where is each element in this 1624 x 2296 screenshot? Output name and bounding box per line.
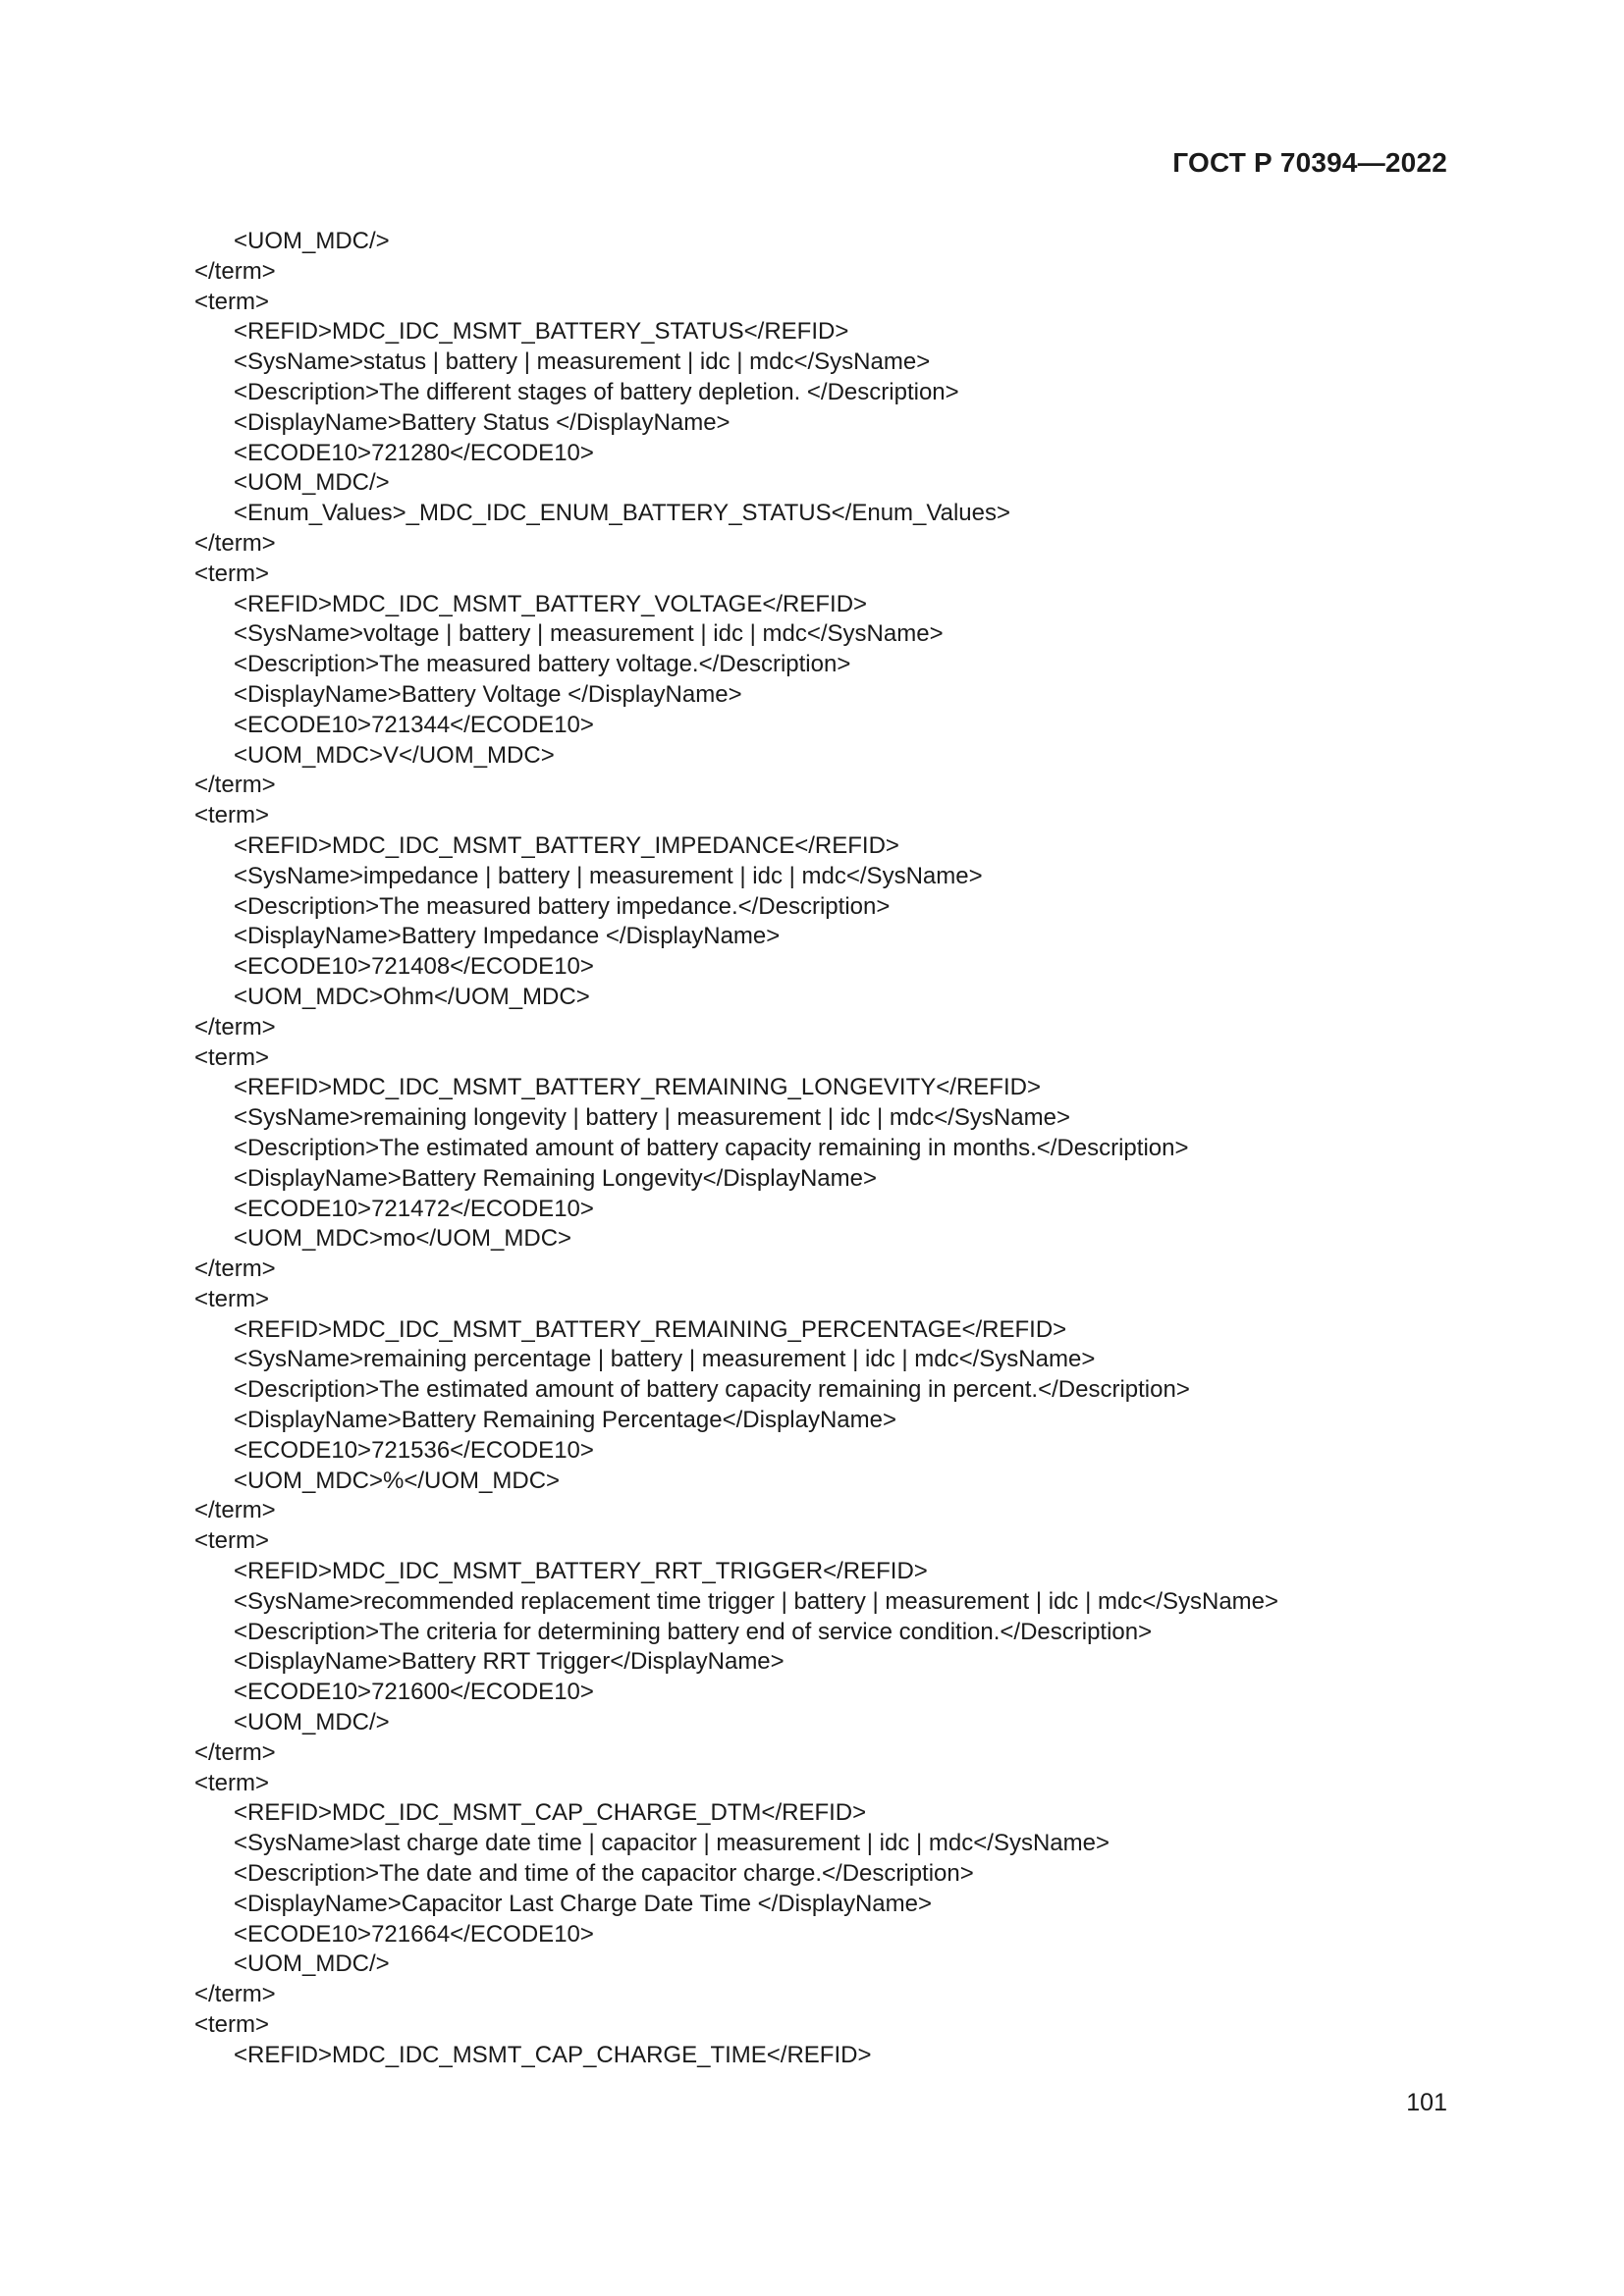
code-line: </term> bbox=[194, 257, 276, 285]
code-line: <DisplayName>Battery Remaining Percentage</DisplayName> bbox=[234, 1407, 896, 1434]
code-line: <UOM_MDC>V</UOM_MDC> bbox=[234, 741, 555, 769]
code-line: <ECODE10>721344</ECODE10> bbox=[234, 711, 594, 738]
code-line: <term> bbox=[194, 2011, 270, 2039]
code-line: <REFID>MDC_IDC_MSMT_BATTERY_REMAINING_PERCENTAGE</REFID> bbox=[234, 1315, 1067, 1343]
code-line: </term> bbox=[194, 529, 276, 557]
code-line: <ECODE10>721472</ECODE10> bbox=[234, 1195, 594, 1222]
code-line: </term> bbox=[194, 1013, 276, 1041]
code-line: <REFID>MDC_IDC_MSMT_CAP_CHARGE_DTM</REFID> bbox=[234, 1799, 867, 1827]
code-line: <ECODE10>721280</ECODE10> bbox=[234, 439, 594, 466]
code-line: <Description>The measured battery voltage.</Description> bbox=[234, 651, 851, 678]
code-line: <REFID>MDC_IDC_MSMT_CAP_CHARGE_TIME</REFID> bbox=[234, 2041, 872, 2068]
code-line: <Description>The estimated amount of battery capacity remaining in months.</Description> bbox=[234, 1134, 1189, 1161]
code-line: <term> bbox=[194, 1043, 270, 1071]
code-line: <REFID>MDC_IDC_MSMT_BATTERY_REMAINING_LONGEVITY</REFID> bbox=[234, 1074, 1041, 1101]
code-line: <SysName>impedance | battery | measurement | idc | mdc</SysName> bbox=[234, 862, 983, 889]
code-line: <Enum_Values>_MDC_IDC_ENUM_BATTERY_STATUS</Enum_Values> bbox=[234, 500, 1010, 527]
code-line: <SysName>remaining longevity | battery | measurement | idc | mdc</SysName> bbox=[234, 1104, 1070, 1132]
code-line: <REFID>MDC_IDC_MSMT_BATTERY_IMPEDANCE</REFID> bbox=[234, 831, 899, 859]
code-line: <term> bbox=[194, 1527, 270, 1555]
code-line: <UOM_MDC>mo</UOM_MDC> bbox=[234, 1225, 572, 1253]
page-number: 101 bbox=[1406, 2089, 1447, 2116]
code-line: <term> bbox=[194, 802, 270, 829]
code-line: <UOM_MDC/> bbox=[234, 469, 390, 497]
code-line: <DisplayName>Battery Impedance </DisplayName> bbox=[234, 923, 781, 950]
code-line: <UOM_MDC>Ohm</UOM_MDC> bbox=[234, 983, 590, 1010]
code-line: <ECODE10>721664</ECODE10> bbox=[234, 1920, 594, 1948]
code-line: <Description>The estimated amount of battery capacity remaining in percent.</Description> bbox=[234, 1376, 1190, 1404]
code-line: <SysName>recommended replacement time trigger | battery | measurement | idc | mdc</SysName> bbox=[234, 1587, 1279, 1615]
code-line: <REFID>MDC_IDC_MSMT_BATTERY_VOLTAGE</REFID> bbox=[234, 590, 868, 617]
code-line: <SysName>status | battery | measurement | idc | mdc</SysName> bbox=[234, 348, 931, 376]
code-line: <REFID>MDC_IDC_MSMT_BATTERY_STATUS</REFID> bbox=[234, 318, 849, 346]
code-line: <UOM_MDC/> bbox=[234, 1950, 390, 1978]
code-line: <DisplayName>Battery RRT Trigger</DisplayName> bbox=[234, 1648, 785, 1676]
code-line: <term> bbox=[194, 288, 270, 315]
code-line: <ECODE10>721536</ECODE10> bbox=[234, 1436, 594, 1464]
code-line: </term> bbox=[194, 772, 276, 799]
code-line: <SysName>remaining percentage | battery | measurement | idc | mdc</SysName> bbox=[234, 1346, 1096, 1373]
code-line: <DisplayName>Battery Status </DisplayName> bbox=[234, 408, 731, 436]
code-line: </term> bbox=[194, 1738, 276, 1766]
code-line: <DisplayName>Battery Voltage </DisplayName> bbox=[234, 680, 742, 708]
code-line: <Description>The criteria for determining battery end of service condition.</Description> bbox=[234, 1618, 1153, 1645]
code-line: <Description>The measured battery impedance.</Description> bbox=[234, 892, 891, 920]
code-line: </term> bbox=[194, 1981, 276, 2008]
code-line: <DisplayName>Battery Remaining Longevity</DisplayName> bbox=[234, 1164, 877, 1192]
code-line: <REFID>MDC_IDC_MSMT_BATTERY_RRT_TRIGGER</REFID> bbox=[234, 1558, 928, 1585]
code-line: </term> bbox=[194, 1497, 276, 1524]
document-standard-id: ГОСТ Р 70394—2022 bbox=[1172, 147, 1447, 178]
code-line: <term> bbox=[194, 560, 270, 587]
xml-listing bbox=[194, 227, 1451, 2071]
code-line: <SysName>last charge date time | capacitor | measurement | idc | mdc</SysName> bbox=[234, 1830, 1110, 1857]
code-line: <term> bbox=[194, 1285, 270, 1312]
code-line: <ECODE10>721408</ECODE10> bbox=[234, 953, 594, 981]
code-line: <UOM_MDC/> bbox=[234, 1709, 390, 1736]
code-line: <Description>The date and time of the capacitor charge.</Description> bbox=[234, 1860, 974, 1888]
code-line: <ECODE10>721600</ECODE10> bbox=[234, 1679, 594, 1706]
code-line: <UOM_MDC>%</UOM_MDC> bbox=[234, 1467, 561, 1494]
code-line: <Description>The different stages of battery depletion. </Description> bbox=[234, 378, 959, 405]
code-line: <term> bbox=[194, 1769, 270, 1796]
code-line: <DisplayName>Capacitor Last Charge Date Time </DisplayName> bbox=[234, 1890, 932, 1917]
code-line: <SysName>voltage | battery | measurement | idc | mdc</SysName> bbox=[234, 620, 944, 648]
code-line: <UOM_MDC/> bbox=[234, 228, 390, 254]
code-line: </term> bbox=[194, 1255, 276, 1283]
